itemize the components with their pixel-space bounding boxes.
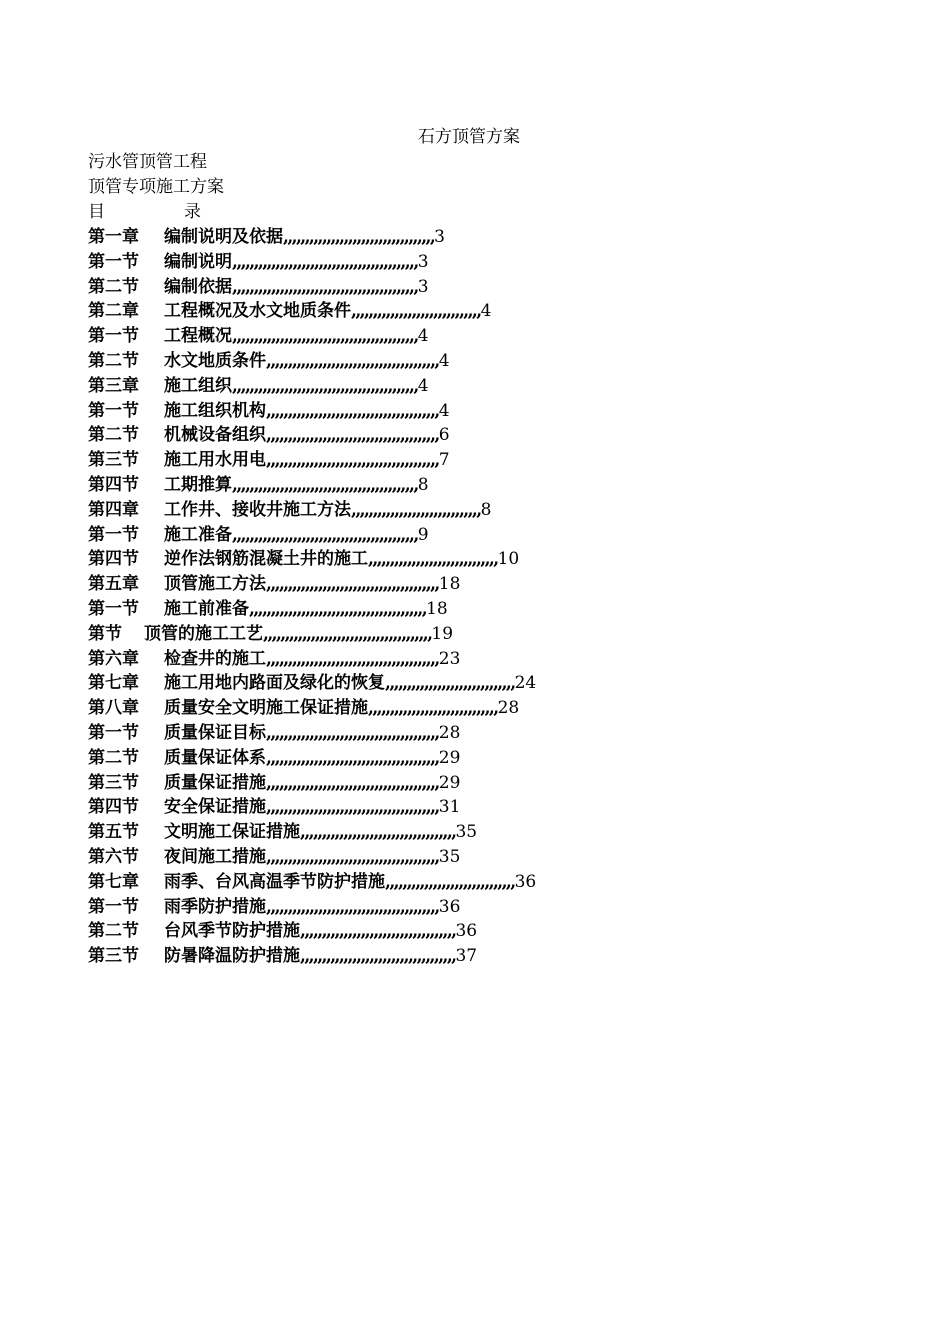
toc-entry-page-number: 36	[438, 896, 461, 917]
toc-entry-title: 工期推算	[164, 474, 232, 495]
toc-entry-leader: ,,,,,,,,,,,,,,,,,,,,,,,,,,,,,,	[368, 698, 498, 719]
toc-entry-label: 第二章	[88, 301, 139, 322]
toc-entry[interactable]	[88, 771, 536, 796]
toc-entry-label: 第六章	[88, 648, 139, 669]
toc-entry[interactable]	[88, 423, 536, 448]
toc-entry-title: 逆作法钢筋混凝土井的施工	[164, 549, 368, 570]
toc-entry-page-number: 18	[438, 574, 461, 595]
toc-entry-leader: ,,,,,,,,,,,,,,,,,,,,,,,,,,,,,,,,,,,,,,,,,,,	[232, 251, 418, 272]
toc-entry-page-number: 29	[438, 747, 461, 768]
toc-heading-char-1: 目	[88, 202, 105, 222]
toc-entry-label: 第八章	[88, 698, 139, 719]
toc-entry-title: 顶管施工方法	[164, 574, 266, 595]
toc-entry-leader: ,,,,,,,,,,,,,,,,,,,,,,,,,,,,,,,,,,,,,,,,	[266, 896, 439, 917]
toc-entry[interactable]	[88, 473, 536, 498]
toc-entry[interactable]	[88, 870, 536, 895]
toc-entry-page-number: 7	[438, 450, 450, 471]
toc-entry-leader: ,,,,,,,,,,,,,,,,,,,,,,,,,,,,,,,,,,,,,,,,	[266, 574, 439, 595]
table-of-contents	[88, 225, 536, 969]
project-name: 污水管顶管工程	[88, 152, 207, 172]
plan-name: 顶管专项施工方案	[88, 177, 224, 197]
toc-entry-label: 第四节	[88, 797, 139, 818]
toc-entry-page-number: 4	[480, 301, 492, 322]
toc-entry[interactable]	[88, 671, 536, 696]
toc-entry-leader: ,,,,,,,,,,,,,,,,,,,,,,,,,,,,,,,,,,,,,,,,,,,	[232, 276, 418, 297]
toc-entry-page-number: 23	[438, 648, 461, 669]
toc-entry-leader: ,,,,,,,,,,,,,,,,,,,,,,,,,,,,,,	[385, 871, 515, 892]
toc-entry-page-number: 8	[417, 474, 429, 495]
toc-entry-label: 第七章	[88, 673, 139, 694]
toc-entry-title: 安全保证措施	[164, 797, 266, 818]
toc-entry-page-number: 4	[417, 375, 429, 396]
toc-entry[interactable]	[88, 721, 536, 746]
toc-entry-title: 施工前准备	[164, 598, 249, 619]
toc-entry-page-number: 3	[434, 227, 445, 247]
toc-entry-title: 夜间施工措施	[164, 846, 266, 867]
toc-entry-leader: ,,,,,,,,,,,,,,,,,,,,,,,,,,,,,,,,,,,,,,,,	[266, 846, 439, 867]
toc-entry-title: 防暑降温防护措施	[164, 946, 300, 967]
toc-entry-leader: ,,,,,,,,,,,,,,,,,,,,,,,,,,,,,,,,,,,,,,,,,,,	[232, 474, 418, 495]
toc-entry-leader: ,,,,,,,,,,,,,,,,,,,,,,,,,,,,,,,,,,,,,,,,	[266, 772, 439, 793]
toc-entry-title: 施工用地内路面及绿化的恢复	[164, 673, 385, 694]
toc-entry-leader: ,,,,,,,,,,,,,,,,,,,,,,,,,,,,,,,,,,,,,,,	[263, 623, 432, 644]
toc-entry-page-number: 6	[438, 425, 450, 446]
toc-entry-page-number: 4	[438, 350, 450, 371]
toc-entry[interactable]	[88, 399, 536, 424]
toc-entry-title: 工程概况	[164, 326, 232, 347]
toc-entry-title: 雨季、台风高温季节防护措施	[164, 871, 385, 892]
toc-entry-label: 第节	[88, 623, 122, 644]
toc-entry-label: 第二节	[88, 921, 139, 942]
toc-entry[interactable]	[88, 374, 536, 399]
toc-entry-label: 第一节	[88, 524, 139, 545]
toc-entry-title: 水文地质条件	[164, 350, 266, 371]
toc-entry-label: 第二节	[88, 747, 139, 768]
toc-entry[interactable]	[88, 696, 536, 721]
toc-entry[interactable]	[88, 895, 536, 920]
toc-entry-page-number: 29	[438, 772, 461, 793]
toc-entry-label: 第二节	[88, 425, 139, 446]
toc-entry-leader: ,,,,,,,,,,,,,,,,,,,,,,,,,,,,,,,,,,,,,,,,	[266, 425, 439, 446]
toc-entry[interactable]	[88, 795, 536, 820]
toc-entry-leader: ,,,,,,,,,,,,,,,,,,,,,,,,,,,,,,,,,,,,	[300, 946, 456, 967]
toc-entry[interactable]	[88, 845, 536, 870]
toc-heading-char-2: 录	[184, 202, 201, 222]
toc-entry-label: 第三节	[88, 772, 139, 793]
toc-entry-page-number: 4	[417, 326, 429, 347]
toc-entry-leader: ,,,,,,,,,,,,,,,,,,,,,,,,,,,,,,,,,,,,,,,,	[266, 747, 439, 768]
toc-entry-page-number: 31	[438, 797, 461, 818]
toc-entry-page-number: 35	[455, 822, 478, 843]
toc-entry-leader: ,,,,,,,,,,,,,,,,,,,,,,,,,,,,,,,,,,,,,,,,	[266, 797, 439, 818]
toc-entry-leader: ,,,,,,,,,,,,,,,,,,,,,,,,,,,,,,,,,,,,	[300, 921, 456, 942]
toc-entry[interactable]	[88, 448, 536, 473]
toc-entry-page-number: 9	[417, 524, 429, 545]
toc-entry-label: 第一节	[88, 598, 139, 619]
toc-entry[interactable]	[88, 523, 536, 548]
toc-entry-leader: ,,,,,,,,,,,,,,,,,,,,,,,,,,,,,,,,,,,,,,,,	[266, 450, 439, 471]
toc-entry-title: 质量保证目标	[164, 722, 266, 743]
toc-entry[interactable]	[88, 299, 536, 324]
toc-entry[interactable]	[88, 647, 536, 672]
toc-entry-label: 第四节	[88, 474, 139, 495]
toc-entry-label: 第三章	[88, 375, 139, 396]
toc-entry-leader: ,,,,,,,,,,,,,,,,,,,,,,,,,,,,,,,,,,,,,,,,	[266, 722, 439, 743]
toc-entry-page-number: 8	[480, 499, 492, 520]
toc-entry[interactable]	[88, 225, 536, 250]
toc-entry-leader: ,,,,,,,,,,,,,,,,,,,,,,,,,,,,,,,,,,,,,,,,,,,	[232, 375, 418, 396]
toc-entry-title: 检查井的施工	[164, 648, 266, 669]
toc-entry-title: 编制说明	[164, 251, 232, 272]
toc-entry-title: 质量保证措施	[164, 772, 266, 793]
toc-entry-page-number: 18	[426, 598, 448, 619]
document-header	[88, 150, 224, 200]
toc-entry-label: 第一章	[88, 227, 139, 247]
toc-entry-title: 施工准备	[164, 524, 232, 545]
toc-entry-page-number: 37	[455, 946, 478, 967]
toc-heading	[88, 200, 201, 225]
toc-entry[interactable]	[88, 498, 536, 523]
toc-entry-label: 第一节	[88, 326, 139, 347]
toc-entry-leader: ,,,,,,,,,,,,,,,,,,,,,,,,,,,,,,,,,,,,	[300, 822, 456, 843]
toc-entry[interactable]	[88, 250, 536, 275]
toc-entry-label: 第三节	[88, 946, 139, 967]
toc-entry-leader: ,,,,,,,,,,,,,,,,,,,,,,,,,,,,,,,,,,,,,,,,,,,	[232, 326, 418, 347]
toc-entry[interactable]	[88, 275, 536, 300]
toc-entry-title: 工程概况及水文地质条件	[164, 301, 351, 322]
toc-entry-label: 第一节	[88, 896, 139, 917]
toc-entry[interactable]	[88, 349, 536, 374]
toc-entry-leader: ,,,,,,,,,,,,,,,,,,,,,,,,,,,,,,,,,,,,,,,,	[266, 350, 439, 371]
toc-entry-label: 第六节	[88, 846, 139, 867]
toc-entry-page-number: 35	[438, 846, 461, 867]
toc-entry-page-number: 3	[417, 276, 429, 297]
toc-entry-title: 机械设备组织	[164, 425, 266, 446]
document-title: 石方顶管方案	[418, 127, 520, 147]
toc-entry[interactable]	[88, 547, 536, 572]
toc-entry-page-number: 36	[455, 921, 478, 942]
toc-entry[interactable]	[88, 746, 536, 771]
toc-entry-leader: ,,,,,,,,,,,,,,,,,,,,,,,,,,,,,,,,,,,	[283, 227, 435, 247]
toc-entry-label: 第一节	[88, 251, 139, 272]
toc-entry-leader: ,,,,,,,,,,,,,,,,,,,,,,,,,,,,,,	[351, 301, 481, 322]
toc-entry-label: 第二节	[88, 350, 139, 371]
toc-entry-leader: ,,,,,,,,,,,,,,,,,,,,,,,,,,,,,,,,,,,,,,,,,	[249, 598, 427, 619]
toc-entry-title: 质量安全文明施工保证措施	[164, 698, 368, 719]
toc-entry-label: 第五章	[88, 574, 139, 595]
toc-entry-page-number: 4	[438, 400, 450, 421]
toc-entry-title: 台风季节防护措施	[164, 921, 300, 942]
toc-entry-page-number: 24	[514, 673, 537, 694]
toc-entry-label: 第七章	[88, 871, 139, 892]
toc-entry[interactable]	[88, 919, 536, 944]
toc-entry-title: 编制依据	[164, 276, 232, 297]
toc-entry[interactable]	[88, 622, 536, 647]
toc-entry-title: 文明施工保证措施	[164, 822, 300, 843]
toc-entry-title: 顶管的施工工艺	[144, 623, 263, 644]
toc-entry-leader: ,,,,,,,,,,,,,,,,,,,,,,,,,,,,,,	[385, 673, 515, 694]
toc-entry-label: 第一节	[88, 400, 139, 421]
toc-entry-page-number: 19	[431, 623, 454, 644]
toc-entry[interactable]	[88, 572, 536, 597]
toc-entry[interactable]	[88, 944, 536, 969]
toc-entry-title: 雨季防护措施	[164, 896, 266, 917]
toc-entry-title: 施工组织	[164, 375, 232, 396]
toc-entry-page-number: 3	[417, 251, 429, 272]
toc-entry-leader: ,,,,,,,,,,,,,,,,,,,,,,,,,,,,,,,,,,,,,,,,	[266, 400, 439, 421]
toc-entry-leader: ,,,,,,,,,,,,,,,,,,,,,,,,,,,,,,	[368, 549, 498, 570]
toc-entry-label: 第五节	[88, 822, 139, 843]
toc-entry-label: 第三节	[88, 450, 139, 471]
toc-entry[interactable]	[88, 820, 536, 845]
toc-entry-title: 施工用水用电	[164, 450, 266, 471]
toc-entry-leader: ,,,,,,,,,,,,,,,,,,,,,,,,,,,,,,,,,,,,,,,,,,,	[232, 524, 418, 545]
toc-entry-title: 工作井、接收井施工方法	[164, 499, 351, 520]
toc-entry[interactable]	[88, 597, 536, 622]
toc-entry-page-number: 28	[497, 698, 520, 719]
toc-entry-label: 第一节	[88, 722, 139, 743]
toc-entry-leader: ,,,,,,,,,,,,,,,,,,,,,,,,,,,,,,	[351, 499, 481, 520]
toc-entry-page-number: 36	[514, 871, 537, 892]
toc-entry-label: 第四节	[88, 549, 139, 570]
toc-entry-title: 施工组织机构	[164, 400, 266, 421]
toc-entry[interactable]	[88, 324, 536, 349]
toc-entry-leader: ,,,,,,,,,,,,,,,,,,,,,,,,,,,,,,,,,,,,,,,,	[266, 648, 439, 669]
toc-entry-label: 第二节	[88, 276, 139, 297]
toc-entry-title: 质量保证体系	[164, 747, 266, 768]
toc-entry-title: 编制说明及依据	[164, 227, 283, 247]
toc-entry-page-number: 28	[438, 722, 461, 743]
toc-entry-page-number: 10	[497, 549, 520, 570]
toc-entry-label: 第四章	[88, 499, 139, 520]
